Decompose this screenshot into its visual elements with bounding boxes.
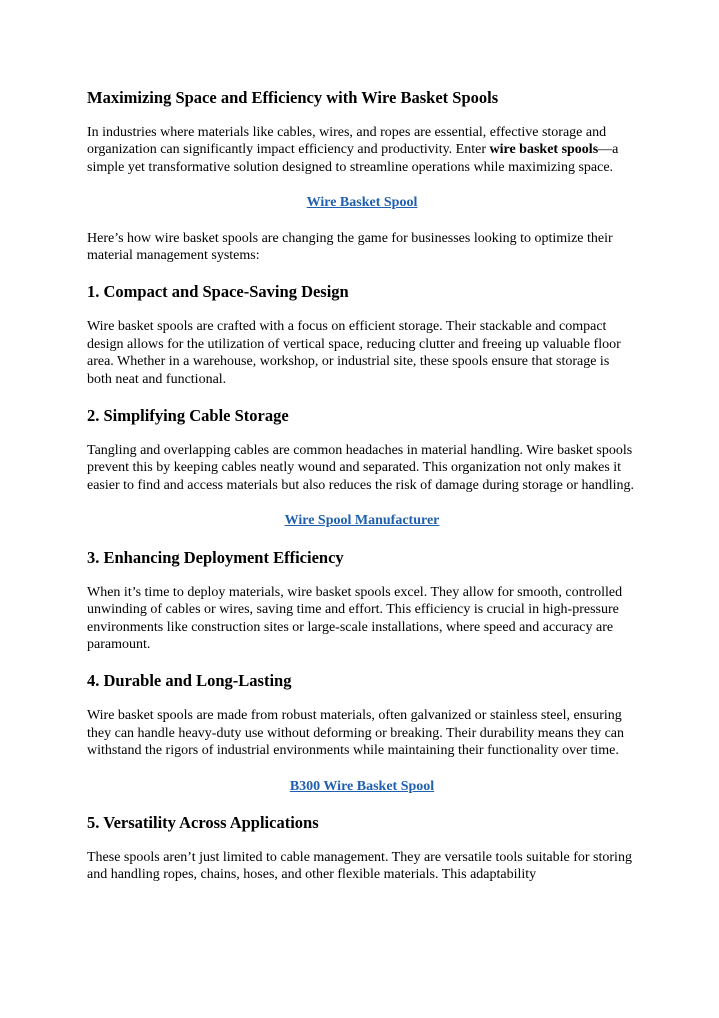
section-4-heading: 4. Durable and Long-Lasting [87,671,292,691]
section-3-body: When it’s time to deploy materials, wire basket spools excel. They allow for smooth, controlled unwinding of cables or wires, saving time and effort. This efficiency is crucial in high-pressure environments like construction sites or large-scale installations, where speed and accuracy are paramount. [87,584,623,652]
document-title: Maximizing Space and Efficiency with Wire Basket Spools [87,88,499,107]
wire-basket-spool-link[interactable]: Wire Basket Spool [306,195,418,211]
section-2-body: Tangling and overlapping cables are common headaches in material handling. Wire basket spools prevent this by keeping cables neatly wound and separated. This organization not only makes it easier to find and access materials but also reduces the risk of damage during storage or handling. [87,443,634,493]
lead-paragraph: Here’s how wire basket spools are changing the game for businesses looking to optimize their material management systems: [87,230,613,264]
wire-spool-manufacturer-link[interactable]: Wire Spool Manufacturer [284,513,440,529]
document-page [87,88,637,902]
intro-bold-term: wire basket spools [489,142,599,158]
intro-text-a: In industries where materials like cables, wires, and ropes are essential, effective storage and organization can significantly impact efficiency and productivity. Enter [87,125,607,158]
section-5-body: These spools aren’t just limited to cable management. They are versatile tools suitable for storing and handling ropes, chains, hoses, and other flexible materials. This adaptability [87,849,632,883]
section-5-heading: 5. Versatility Across Applications [87,812,319,832]
intro-text-b: —a simple yet transformative solution designed to streamline operations while maximizing space. [87,142,619,175]
section-4-body: Wire basket spools are made from robust materials, often galvanized or stainless steel, ensuring they can handle heavy-duty use without deforming or breaking. Their durability means they can withstand the rigors of industrial environments while maintaining their functionality over time. [87,708,625,759]
section-1-heading: 1. Compact and Space-Saving Design [87,282,349,302]
section-3-heading: 3. Enhancing Deployment Efficiency [87,547,344,567]
section-1-body: Wire basket spools are crafted with a focus on efficient storage. Their stackable and compact design allows for the utilization of vertical space, reducing clutter and freeing up valuable floor area. Whether in a warehouse, workshop, or industrial site, these spools ensure that storage is both neat and functional. [87,319,621,387]
b300-wire-basket-spool-link[interactable]: B300 Wire Basket Spool [289,778,435,794]
intro-paragraph [87,124,637,176]
link-row-1 [87,194,637,211]
link-row-2 [87,512,637,529]
link-row-3 [87,778,637,795]
section-2-heading: 2. Simplifying Cable Storage [87,406,289,426]
